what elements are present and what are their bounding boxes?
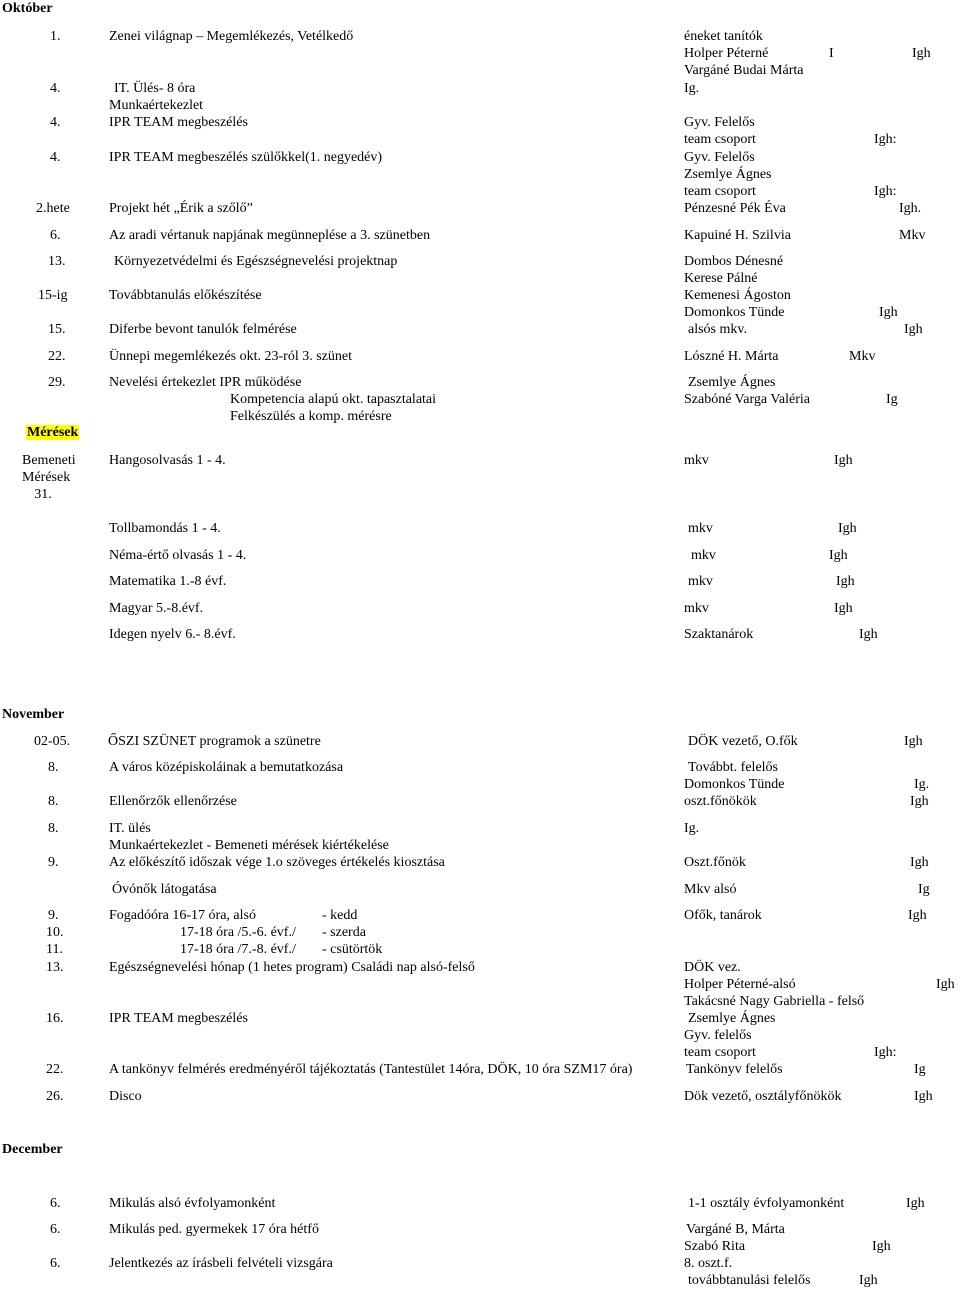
row-date: 8.: [48, 821, 59, 836]
row-event: ŐSZI SZÜNET programok a szünetre: [108, 734, 321, 749]
row-responsible: Szaktanárok: [684, 627, 754, 642]
row-approver: Ig: [918, 882, 930, 897]
row-responsible: Holper Péterné-alsó: [684, 977, 796, 992]
row-responsible: Vargáné B, Márta: [686, 1222, 785, 1237]
row-date: 9.: [48, 908, 59, 923]
row-event: IPR TEAM megbeszélés: [109, 115, 248, 130]
row-responsible: Zsemlye Ágnes: [688, 1011, 776, 1026]
row-responsible: Szabó Rita: [684, 1239, 746, 1254]
row-date: 15-ig: [38, 288, 68, 303]
row-responsible: Dombos Dénesné: [684, 254, 784, 269]
row-event: Az előkészítő időszak vége 1.o szöveges értékelés kiosztása: [109, 855, 445, 870]
row-responsible: Kemenesi Ágoston: [684, 288, 791, 303]
row-responsible: Takácsné Nagy Gabriella - felső: [684, 994, 865, 1009]
row-responsible: oszt.főnökök: [684, 794, 757, 809]
row-responsible: Mkv alsó: [684, 882, 737, 897]
row-approver: Ig.: [914, 777, 930, 792]
row-responsible: éneket tanítók: [684, 29, 763, 44]
row-responsible: team csoport: [684, 1045, 756, 1060]
row-approver: Igh:: [874, 1045, 897, 1060]
row-event: Ünnepi megemlékezés okt. 23-ról 3. szünet: [109, 349, 352, 364]
row-responsible: Ofők, tanárok: [684, 908, 762, 923]
row-responsible: Zsemlye Ágnes: [688, 375, 776, 390]
row-event-day: - csütörtök: [322, 942, 383, 957]
row-approver: Igh: [906, 1196, 925, 1211]
row-approver: Igh: [910, 855, 929, 870]
row-event: Magyar 5.-8.évf.: [109, 601, 204, 616]
row-responsible: Domonkos Tünde: [684, 305, 785, 320]
row-date: 1.: [50, 29, 61, 44]
row-responsible: Holper Péterné: [684, 46, 769, 61]
row-approver: Igh: [879, 305, 898, 320]
row-event: Projekt hét „Érik a szőlő”: [109, 201, 253, 216]
row-event: IPR TEAM megbeszélés szülőkkel(1. negyedév): [109, 150, 383, 165]
row-responsible: Lószné H. Márta: [684, 349, 779, 364]
row-event: A város középiskoláinak a bemutatkozása: [109, 760, 344, 775]
row-responsible: Szabóné Varga Valéria: [684, 392, 810, 407]
row-event: Kompetencia alapú okt. tapasztalatai: [230, 392, 437, 407]
row-event: Egészségnevelési hónap (1 hetes program) Családi nap alsó-felső: [109, 960, 475, 975]
row-date: 6.: [50, 228, 61, 243]
row-event: Néma-értő olvasás 1 - 4.: [109, 548, 247, 563]
row-date: 8.: [48, 760, 59, 775]
row-responsible: mkv: [684, 453, 709, 468]
row-responsible: 1-1 osztály évfolyamonként: [688, 1196, 845, 1211]
row-event-day: - kedd: [322, 908, 358, 923]
row-responsible: Gyv. felelős: [684, 1028, 752, 1043]
row-date: 4.: [50, 115, 61, 130]
row-date: 29.: [48, 375, 66, 390]
row-responsible: Tankönyv felelős: [686, 1062, 783, 1077]
row-responsible: team csoport: [684, 184, 756, 199]
row-event: IT. Ülés- 8 óra: [114, 81, 196, 96]
row-event: Matematika 1.-8 évf.: [109, 574, 227, 589]
month-heading-october: Október: [2, 1, 53, 16]
row-responsible: mkv: [684, 601, 709, 616]
row-date: 13.: [46, 960, 64, 975]
row-approver: Igh: [872, 1239, 891, 1254]
row-event: Az aradi vértanuk napjának megünneplése a 3. szünetben: [109, 228, 431, 243]
month-heading-december: December: [2, 1142, 63, 1157]
row-responsible: Ig.: [684, 81, 700, 96]
row-date: 22.: [48, 349, 66, 364]
row-event: Munkaértekezlet: [109, 98, 204, 113]
row-date: 11.: [46, 942, 63, 957]
row-event: Óvónők látogatása: [112, 882, 217, 897]
row-approver: Igh: [914, 1089, 933, 1104]
row-responsible: Dök vezető, osztályfőnökök: [684, 1089, 842, 1104]
row-responsible: team csoport: [684, 132, 756, 147]
row-event: Disco: [109, 1089, 142, 1104]
row-responsible: Pénzesné Pék Éva: [684, 201, 786, 216]
row-event: 17-18 óra /7.-8. évf./: [180, 942, 296, 957]
row-event: Jelentkezés az írásbeli felvételi vizsgára: [109, 1256, 333, 1271]
month-heading-november: November: [2, 707, 65, 722]
row-date: 16.: [46, 1011, 64, 1026]
row-date: 31.: [34, 487, 52, 502]
bemeneti-label: Mérések: [22, 470, 71, 485]
row-event: IT. ülés: [109, 821, 151, 836]
row-responsible: DÖK vez.: [684, 960, 741, 975]
row-event: 17-18 óra /5.-6. évf./: [180, 925, 296, 940]
bemeneti-label: Bemeneti: [22, 453, 76, 468]
row-event: IPR TEAM megbeszélés: [109, 1011, 248, 1026]
row-event: Továbbtanulás előkészítése: [109, 288, 262, 303]
row-approver: Igh: [908, 908, 927, 923]
row-event: Tollbamondás 1 - 4.: [109, 521, 221, 536]
row-approver: Mkv: [849, 349, 876, 364]
row-event: Nevelési értekezlet IPR működése: [109, 375, 302, 390]
row-approver: Igh: [859, 627, 878, 642]
row-date: 6.: [50, 1222, 61, 1237]
row-responsible: mkv: [688, 574, 713, 589]
row-date: 2.hete: [36, 201, 70, 216]
row-responsible: mkv: [688, 521, 713, 536]
row-responsible: Zsemlye Ágnes: [684, 167, 772, 182]
row-approver: Igh.: [899, 201, 922, 216]
row-approver: Igh: [836, 574, 855, 589]
row-approver: Ig: [886, 392, 898, 407]
row-responsible: DÖK vezető, O.fők: [688, 734, 798, 749]
row-event-day: - szerda: [322, 925, 366, 940]
row-date: 02-05.: [34, 734, 71, 749]
row-approver: Igh: [904, 322, 923, 337]
row-responsible: alsós mkv.: [688, 322, 747, 337]
row-date: 10.: [46, 925, 64, 940]
row-event: Mikulás ped. gyermekek 17 óra hétfő: [109, 1222, 319, 1237]
row-date: 13.: [48, 254, 66, 269]
row-approver: Igh: [936, 977, 955, 992]
row-responsible: Továbbt. felelős: [688, 760, 778, 775]
row-date: 26.: [46, 1089, 64, 1104]
row-event: Mikulás alsó évfolyamonként: [109, 1196, 276, 1211]
row-responsible: Vargáné Budai Márta: [684, 63, 804, 78]
row-responsible: Domonkos Tünde: [684, 777, 785, 792]
row-date: 8.: [48, 794, 59, 809]
measurements-label: Mérések: [27, 425, 79, 440]
row-event: Diferbe bevont tanulók felmérése: [109, 322, 297, 337]
row-approver: Igh: [912, 46, 931, 61]
row-approver: Igh:: [874, 184, 897, 199]
measurements-highlight-label: [26, 424, 79, 441]
row-event: A tankönyv felmérés eredményéről tájékoztatás (Tantestület 14óra, DÖK, 10 óra SZM17 óra): [109, 1062, 633, 1077]
row-event: Ellenőrzők ellenőrzése: [109, 794, 237, 809]
row-approver: Igh: [838, 521, 857, 536]
row-responsible: 8. oszt.f.: [684, 1256, 733, 1271]
row-event: Zenei világnap – Megemlékezés, Vetélkedő: [109, 29, 354, 44]
row-event: Hangosolvasás 1 - 4.: [109, 453, 226, 468]
row-responsible: Ig.: [684, 821, 700, 836]
row-date: 15.: [48, 322, 66, 337]
row-approver: Igh: [829, 548, 848, 563]
row-event: Környezetvédelmi és Egészségnevelési projektnap: [114, 254, 398, 269]
row-responsible: Kapuiné H. Szilvia: [684, 228, 791, 243]
row-responsible: Gyv. Felelős: [684, 115, 755, 130]
row-approver: Ig: [914, 1062, 926, 1077]
row-event: Idegen nyelv 6.- 8.évf.: [109, 627, 236, 642]
row-date: 4.: [50, 81, 61, 96]
row-approver: Igh: [834, 453, 853, 468]
row-responsible: Kerese Pálné: [684, 271, 758, 286]
row-approver: Igh: [859, 1273, 878, 1288]
row-date: 6.: [50, 1256, 61, 1271]
row-approver: Igh:: [874, 132, 897, 147]
row-responsible: mkv: [691, 548, 716, 563]
row-date: 9.: [48, 855, 59, 870]
row-responsible: továbbtanulási felelős: [688, 1273, 811, 1288]
row-responsible: Gyv. Felelős: [684, 150, 755, 165]
row-responsible: Oszt.főnök: [684, 855, 746, 870]
row-marker: I: [829, 46, 834, 61]
row-approver: Igh: [834, 601, 853, 616]
row-date: 6.: [50, 1196, 61, 1211]
row-event: Felkészülés a komp. mérésre: [230, 409, 392, 424]
row-approver: Igh: [910, 794, 929, 809]
row-event: Munkaértekezlet - Bemeneti mérések kiértékelése: [109, 838, 389, 853]
row-event: Fogadóóra 16-17 óra, alsó: [109, 908, 256, 923]
row-date: 22.: [46, 1062, 64, 1077]
row-approver: Igh: [904, 734, 923, 749]
row-date: 4.: [50, 150, 61, 165]
row-approver: Mkv: [899, 228, 926, 243]
